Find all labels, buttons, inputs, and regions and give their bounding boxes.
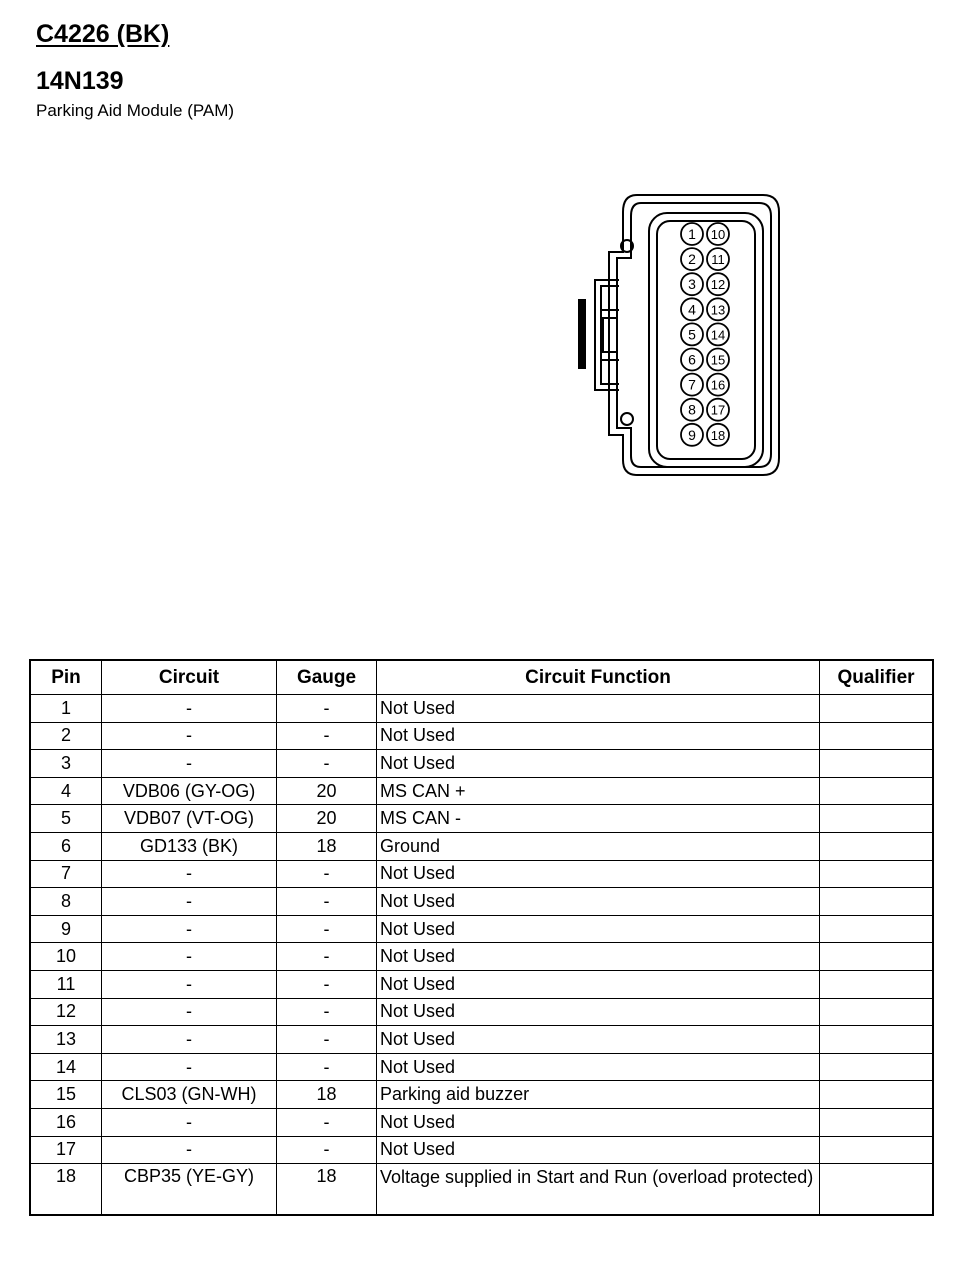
- function-text: Not Used: [380, 946, 456, 967]
- table-row: [30, 832, 933, 860]
- function-text: Not Used: [380, 697, 456, 718]
- circuit-cell: CLS03 (GN-WH): [102, 1081, 277, 1109]
- connector-pin-label: 5: [688, 326, 696, 343]
- circuit-cell: -: [102, 695, 277, 723]
- connector-pin: [681, 399, 703, 421]
- gauge-cell: 18: [277, 1164, 377, 1216]
- function-cell: [377, 695, 820, 723]
- connector-pin-label: 13: [710, 302, 726, 318]
- gauge-cell: -: [277, 1136, 377, 1164]
- gauge-cell: 20: [277, 805, 377, 833]
- connector-id: C4226 (BK): [36, 20, 170, 48]
- connector-pin: [707, 273, 729, 295]
- pin-cell: 3: [30, 750, 102, 778]
- qualifier-cell: [820, 1026, 934, 1054]
- table-row: [30, 970, 933, 998]
- gauge-cell: -: [277, 970, 377, 998]
- connector-pin: [681, 298, 703, 320]
- circuit-cell: VDB06 (GY-OG): [102, 777, 277, 805]
- table-body: [30, 695, 933, 1216]
- pin-cell: 18: [30, 1164, 102, 1216]
- gauge-cell: -: [277, 915, 377, 943]
- pin-grid: [681, 223, 729, 446]
- function-cell: [377, 722, 820, 750]
- qualifier-cell: [820, 1164, 934, 1216]
- table-row: [30, 1136, 933, 1164]
- function-text: Not Used: [380, 863, 456, 884]
- qualifier-cell: [820, 943, 934, 971]
- table-row: [30, 943, 933, 971]
- circuit-cell: -: [102, 860, 277, 888]
- function-text: Not Used: [380, 890, 456, 911]
- qualifier-cell: [820, 1136, 934, 1164]
- circuit-cell: -: [102, 943, 277, 971]
- pin-cell: 6: [30, 832, 102, 860]
- pin-cell: 4: [30, 777, 102, 805]
- function-text: Not Used: [380, 1056, 456, 1077]
- function-text: MS CAN +: [380, 780, 466, 801]
- function-cell: [377, 860, 820, 888]
- connector-pin-label: 6: [688, 351, 696, 368]
- connector-pin: [707, 374, 729, 396]
- table-row: [30, 998, 933, 1026]
- connector-pin-label: 11: [711, 252, 725, 268]
- circuit-cell: -: [102, 1053, 277, 1081]
- table-row: [30, 695, 933, 723]
- table-row: [30, 888, 933, 916]
- qualifier-cell: [820, 1053, 934, 1081]
- pin-cell: 13: [30, 1026, 102, 1054]
- connector-pin-label: 1: [688, 226, 696, 242]
- header-circuit: Circuit: [102, 660, 277, 695]
- connector-pin-label: 8: [688, 401, 696, 418]
- connector-pin: [707, 298, 729, 320]
- connector-pin-label: 17: [710, 402, 726, 418]
- pin-cell: 8: [30, 888, 102, 916]
- connector-pin-label: 3: [688, 276, 696, 293]
- connector-pin-label: 15: [710, 352, 726, 368]
- header-gauge: Gauge: [277, 660, 377, 695]
- function-cell: [377, 970, 820, 998]
- gauge-cell: -: [277, 695, 377, 723]
- pinout-table: [29, 659, 934, 1216]
- connector-pin: [707, 349, 729, 371]
- table-row: [30, 1026, 933, 1054]
- table-row: [30, 860, 933, 888]
- pin-cell: 16: [30, 1108, 102, 1136]
- table-row: [30, 1108, 933, 1136]
- gauge-cell: 18: [277, 832, 377, 860]
- connector-pin-label: 9: [688, 426, 696, 443]
- connector-pin: [707, 248, 729, 270]
- qualifier-cell: [820, 750, 934, 778]
- pin-cell: 9: [30, 915, 102, 943]
- function-cell: [377, 998, 820, 1026]
- pin-cell: 11: [30, 970, 102, 998]
- gauge-cell: -: [277, 888, 377, 916]
- header-pin: Pin: [30, 660, 102, 695]
- function-text: Not Used: [380, 752, 456, 773]
- function-cell: [377, 750, 820, 778]
- header-circuit-function: Circuit Function: [377, 660, 820, 695]
- circuit-cell: -: [102, 998, 277, 1026]
- function-cell: [377, 1026, 820, 1054]
- function-text: Not Used: [380, 1111, 456, 1132]
- function-cell: [377, 1053, 820, 1081]
- gauge-cell: -: [277, 1108, 377, 1136]
- connector-pin: [681, 273, 703, 295]
- gauge-cell: 20: [277, 777, 377, 805]
- qualifier-cell: [820, 695, 934, 723]
- circuit-cell: CBP35 (YE-GY): [102, 1164, 277, 1216]
- connector-pin-label: 12: [710, 277, 726, 293]
- connector-pin: [681, 323, 703, 345]
- table-row: [30, 805, 933, 833]
- qualifier-cell: [820, 777, 934, 805]
- qualifier-cell: [820, 888, 934, 916]
- connector-pin: [707, 399, 729, 421]
- qualifier-cell: [820, 1108, 934, 1136]
- connector-pin: [707, 223, 729, 245]
- connector-pin: [681, 248, 703, 270]
- circuit-cell: -: [102, 915, 277, 943]
- function-text: Not Used: [380, 1001, 456, 1022]
- function-cell: [377, 915, 820, 943]
- circuit-cell: -: [102, 1136, 277, 1164]
- connector-pin-label: 16: [710, 377, 726, 393]
- pin-cell: 1: [30, 695, 102, 723]
- function-text: Not Used: [380, 725, 456, 746]
- qualifier-cell: [820, 832, 934, 860]
- function-text: Voltage supplied in Start and Run (overload protected): [380, 1167, 814, 1188]
- pin-cell: 7: [30, 860, 102, 888]
- connector-pin: [681, 223, 703, 245]
- function-cell: [377, 943, 820, 971]
- table-header-row: [30, 660, 933, 695]
- gauge-cell: 18: [277, 1081, 377, 1109]
- circuit-cell: -: [102, 750, 277, 778]
- circuit-cell: GD133 (BK): [102, 832, 277, 860]
- pin-cell: 10: [30, 943, 102, 971]
- function-cell: [377, 888, 820, 916]
- qualifier-cell: [820, 805, 934, 833]
- function-text: MS CAN -: [380, 808, 461, 829]
- part-number: 14N139: [36, 67, 124, 95]
- circuit-cell: -: [102, 1026, 277, 1054]
- table-row: [30, 915, 933, 943]
- circuit-cell: -: [102, 1108, 277, 1136]
- connector-pin-label: 4: [688, 301, 696, 318]
- function-cell: [377, 1164, 820, 1216]
- table-row: [30, 777, 933, 805]
- table-row: [30, 1053, 933, 1081]
- function-text: Not Used: [380, 1139, 456, 1160]
- qualifier-cell: [820, 998, 934, 1026]
- table-row: [30, 1164, 933, 1216]
- connector-pin-label: 10: [710, 227, 726, 242]
- function-cell: [377, 805, 820, 833]
- function-cell: [377, 1108, 820, 1136]
- pin-cell: 15: [30, 1081, 102, 1109]
- connector-pin: [681, 349, 703, 371]
- function-text: Not Used: [380, 918, 456, 939]
- function-text: Ground: [380, 835, 441, 856]
- table-row: [30, 1081, 933, 1109]
- gauge-cell: -: [277, 1026, 377, 1054]
- connector-pin: [681, 374, 703, 396]
- connector-pin-label: 2: [688, 251, 696, 268]
- pin-cell: 17: [30, 1136, 102, 1164]
- qualifier-cell: [820, 970, 934, 998]
- connector-pin: [681, 424, 703, 446]
- circuit-cell: VDB07 (VT-OG): [102, 805, 277, 833]
- gauge-cell: -: [277, 1053, 377, 1081]
- table-row: [30, 750, 933, 778]
- gauge-cell: -: [277, 722, 377, 750]
- gauge-cell: -: [277, 860, 377, 888]
- pin-cell: 14: [30, 1053, 102, 1081]
- connector-pin-label: 7: [688, 376, 696, 393]
- circuit-cell: -: [102, 722, 277, 750]
- function-text: Not Used: [380, 973, 456, 994]
- connector-diagram: [575, 190, 785, 485]
- table-row: [30, 722, 933, 750]
- function-cell: [377, 832, 820, 860]
- function-cell: [377, 777, 820, 805]
- function-text: Not Used: [380, 1028, 456, 1049]
- connector-pin: [707, 424, 729, 446]
- circuit-cell: -: [102, 970, 277, 998]
- connector-housing: [579, 195, 779, 475]
- function-cell: [377, 1136, 820, 1164]
- connector-pin-label: 14: [710, 327, 726, 343]
- gauge-cell: -: [277, 998, 377, 1026]
- connector-pin-label: 18: [710, 427, 726, 443]
- qualifier-cell: [820, 915, 934, 943]
- header-qualifier: Qualifier: [820, 660, 934, 695]
- pin-cell: 12: [30, 998, 102, 1026]
- circuit-cell: -: [102, 888, 277, 916]
- module-name: Parking Aid Module (PAM): [36, 101, 235, 120]
- gauge-cell: -: [277, 750, 377, 778]
- qualifier-cell: [820, 1081, 934, 1109]
- qualifier-cell: [820, 860, 934, 888]
- connector-pin: [707, 323, 729, 345]
- function-text: Parking aid buzzer: [380, 1084, 530, 1105]
- function-cell: [377, 1081, 820, 1109]
- pin-cell: 5: [30, 805, 102, 833]
- pin-cell: 2: [30, 722, 102, 750]
- qualifier-cell: [820, 722, 934, 750]
- gauge-cell: -: [277, 943, 377, 971]
